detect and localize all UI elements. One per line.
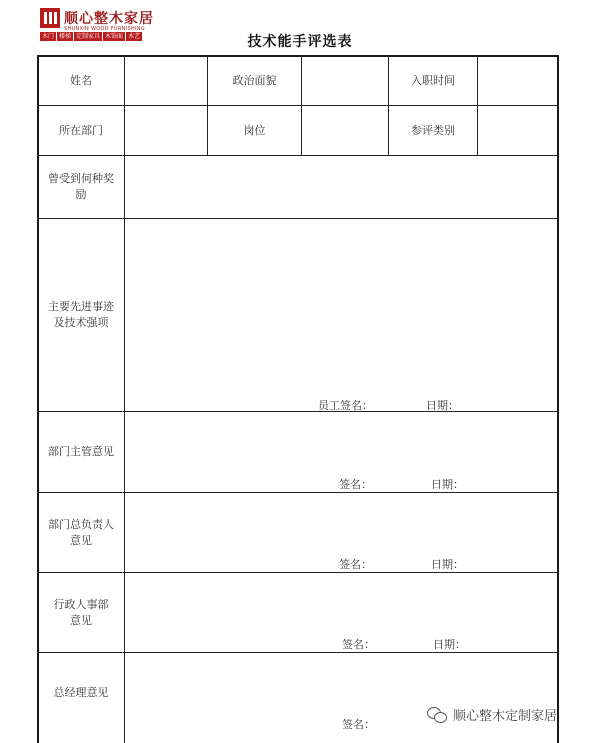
input-deeds[interactable] <box>125 219 557 389</box>
input-gm[interactable] <box>125 653 425 713</box>
logo-tag: 定制家具 <box>76 33 101 40</box>
logo-name: 顺心整木家居 <box>64 11 154 27</box>
date-label: 日期： <box>431 558 464 571</box>
label-category: 参评类别 <box>411 123 455 137</box>
employee-signature-label: 员工签名： <box>318 399 373 412</box>
logo-english-name: SHUNXIN WOOD FURNISHING <box>64 26 145 32</box>
input-hire-date[interactable] <box>478 56 557 105</box>
date-label: 日期： <box>431 478 464 491</box>
label-hr <box>38 573 124 652</box>
input-dept-head[interactable] <box>125 493 557 553</box>
logo-tag: 楼梯 <box>59 33 72 40</box>
label-political-status: 政治面貌 <box>232 73 277 87</box>
label-deeds-line2: 及技术强项 <box>53 316 109 329</box>
date-label: 日期： <box>433 638 466 651</box>
logo-tag: 木饰面 <box>105 33 124 40</box>
label-hr-line2: 意见 <box>70 613 92 627</box>
label-gm: 总经理意见 <box>53 686 109 699</box>
signature-label: 签名： <box>342 638 375 651</box>
form-title: 技术能手评选表 <box>247 34 353 50</box>
logo-mark-icon <box>40 8 60 28</box>
label-awards <box>38 156 124 218</box>
label-awards-line1: 曾受到何种奖 <box>48 172 114 185</box>
logo-tag: 木门 <box>42 33 55 40</box>
signature-label: 签名： <box>342 718 375 731</box>
label-hr-line1: 行政人事部 <box>53 597 109 611</box>
wechat-icon <box>427 706 449 724</box>
input-hr[interactable] <box>125 573 557 633</box>
date-label: 日期： <box>426 399 459 412</box>
signature-label: 签名： <box>339 558 372 571</box>
label-hire-date: 入职时间 <box>411 73 455 87</box>
label-dept-head <box>38 493 124 572</box>
input-awards[interactable] <box>125 156 557 218</box>
wechat-watermark <box>427 705 557 724</box>
label-dept-head-line2: 意见 <box>70 533 92 547</box>
signature-label: 签名： <box>339 478 372 491</box>
input-dept-supervisor[interactable] <box>125 412 557 472</box>
input-position[interactable] <box>302 106 388 155</box>
input-name[interactable] <box>125 56 207 105</box>
label-department: 所在部门 <box>59 123 103 137</box>
label-position: 岗位 <box>243 123 266 137</box>
input-political-status[interactable] <box>302 56 388 105</box>
input-department[interactable] <box>125 106 207 155</box>
label-deeds-line1: 主要先进事迹 <box>48 300 114 313</box>
logo-tag: 木艺 <box>128 33 141 40</box>
label-dept-supervisor: 部门主管意见 <box>48 445 114 458</box>
label-deeds <box>38 219 124 411</box>
label-dept-head-line1: 部门总负责人 <box>48 517 114 531</box>
input-category[interactable] <box>478 106 557 155</box>
label-awards-line2: 励 <box>75 188 87 201</box>
watermark-text: 顺心整木定制家居 <box>453 709 558 724</box>
label-name: 姓名 <box>70 73 92 87</box>
